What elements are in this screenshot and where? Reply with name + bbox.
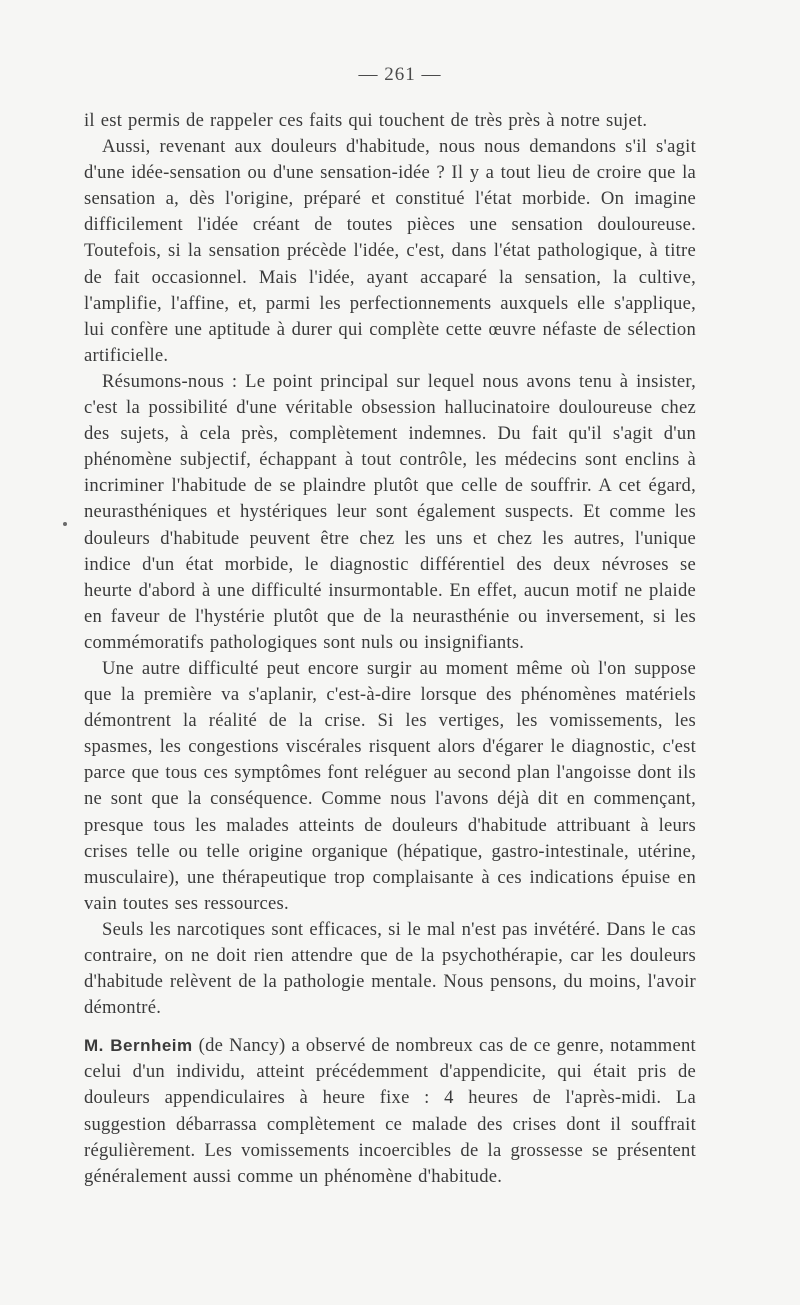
paragraph-resumons-nous: Résumons-nous : Le point principal sur lequel nous avons tenu à insister, c'est la possibilité d'une véritable obsession hallucinatoire douloureuse chez des sujets, à cela près, complètement indemnes. Du fait qu'il s'agit d'un phénomène subjectif, échappant à tout contrôle, les médecins sont enclins à incriminer l'habitude de se plaindre plutôt que celle de souffrir. A cet égard, neurasthéniques et hystériques leur sont également suspects. Et comme les douleurs d'habitude peuvent être chez les uns et chez les autres, l'unique indice d'un état morbide, le diagnostic différentiel des deux névroses se heurte d'abord à une difficulté insurmontable. En effet, aucun motif ne plaide en faveur de l'hystérie plutôt que de la neurasthénie ou inversement, si les commémoratifs pathologiques sont nuls ou insignifiants. [84,370,696,653]
paragraph-autre-difficulte: Une autre difficulté peut encore surgir au moment même où l'on suppose que la première va s'aplanir, c'est-à-dire lorsque des phénomènes matériels démontrent la réalité de la crise. Si les vertiges, les vomissements, les spasmes, les congestions viscérales risquent alors d'égarer le diagnostic, c'est parce que tous ces symptômes font reléguer au second plan l'angoisse dont ils ne sont que la conséquence. Comme nous l'avons déjà dit en commençant, presque tous les malades atteints de douleurs d'habitude attribuant à leurs crises telle ou telle origine organique (hépatique, gastro-intestinale, utérine, musculaire), une thérapeutique trop complaisante à ces indications épuise en vain toutes ses ressources. [84,657,696,914]
paragraph-bernheim [84,1033,696,1190]
page-number: — 261 — [358,64,442,85]
paragraph-narcotiques: Seuls les narcotiques sont efficaces, si le mal n'est pas invétéré. Dans le cas contraire, on ne doit rien attendre que de la psychothérapie, car les douleurs d'habitude relèvent de la pathologie mentale. Nous pensons, du moins, l'avoir démontré. [84,918,696,1019]
paragraph-continuation: il est permis de rappeler ces faits qui touchent de très près à notre sujet. [84,110,648,131]
paragraph-idee-sensation: Aussi, revenant aux douleurs d'habitude, nous nous demandons s'il s'agit d'une idée-sensation ou d'une sensation-idée ? Il y a tout lieu de croire que la sensation a, dès l'origine, préparé et constitué l'état morbide. On imagine difficilement l'idée créant de toutes pièces une sensation douloureuse. Toutefois, si la sensation précède l'idée, c'est, dans l'état pathologique, à titre de fait occasionnel. Mais l'idée, ayant accaparé la sensation, la cultive, l'amplifie, l'affine, et, parmi les perfectionnements auxquels elle s'applique, lui confère une aptitude à durer qui complète cette œuvre néfaste de sélection artificielle. [84,136,696,366]
author-name-bernheim: M. Bernheim [84,1036,193,1056]
bernheim-text: (de Nancy) a observé de nombreux cas de ce genre, notamment celui d'un individu, atteint précédemment d'appendicite, qui était pris de douleurs appendiculaires à heure fixe : 4 heures de l'après-midi. La suggestion débarrassa complètement ce malade des crises dont il souffrait régulièrement. Les vomissements incoercibles de la grossesse se présentent généralement aussi comme un phénomène d'habitude. [84,1035,696,1187]
body-text [84,108,696,1190]
margin-mark [63,522,67,526]
